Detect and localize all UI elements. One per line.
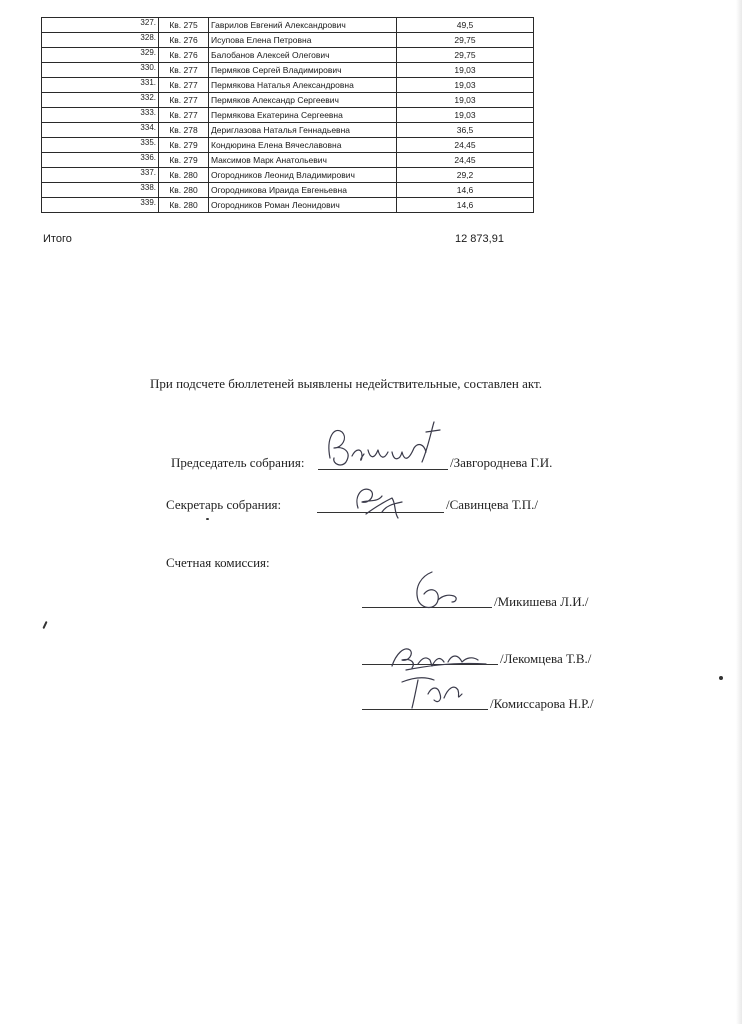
area-value-cell: 49,5 <box>397 18 534 33</box>
apartment-cell: Кв. 275 <box>159 18 209 33</box>
area-value-cell: 19,03 <box>397 108 534 123</box>
chairman-signature <box>322 418 452 473</box>
area-value-cell: 36,5 <box>397 123 534 138</box>
member3-name: /Комиссарова Н.Р./ <box>490 696 594 711</box>
owner-name-cell: Пермякова Екатерина Сергеевна <box>209 108 397 123</box>
owner-name-cell: Огородников Роман Леонидович <box>209 198 397 213</box>
row-number: 332. <box>42 93 159 108</box>
area-value-cell: 29,2 <box>397 168 534 183</box>
total-label: Итого <box>43 233 72 245</box>
secretary-signature <box>352 478 412 523</box>
table-row <box>42 123 534 138</box>
apartment-cell: Кв. 277 <box>159 93 209 108</box>
table-row <box>42 18 534 33</box>
apartment-cell: Кв. 279 <box>159 153 209 168</box>
owner-name-cell: Балобанов Алексей Олегович <box>209 48 397 63</box>
scan-speck <box>719 676 723 680</box>
area-value-cell: 19,03 <box>397 63 534 78</box>
secretary-role: Секретарь собрания: <box>166 497 282 512</box>
apartment-cell: Кв. 278 <box>159 123 209 138</box>
apartment-cell: Кв. 280 <box>159 183 209 198</box>
table-row <box>42 33 534 48</box>
scan-speck <box>42 621 47 629</box>
owners-table <box>41 17 534 213</box>
row-number: 339. <box>42 198 159 213</box>
area-value-cell: 19,03 <box>397 93 534 108</box>
apartment-cell: Кв. 279 <box>159 138 209 153</box>
owner-name-cell: Максимов Марк Анатольевич <box>209 153 397 168</box>
secretary-name: /Савинцева Т.П./ <box>446 497 538 512</box>
apartment-cell: Кв. 276 <box>159 48 209 63</box>
apartment-cell: Кв. 280 <box>159 198 209 213</box>
apartment-cell: Кв. 280 <box>159 168 209 183</box>
member2-name: /Лекомцева Т.В./ <box>500 651 592 666</box>
row-number: 329. <box>42 48 159 63</box>
apartment-cell: Кв. 277 <box>159 78 209 93</box>
area-value-cell: 29,75 <box>397 48 534 63</box>
area-value-cell: 19,03 <box>397 78 534 93</box>
apartment-cell: Кв. 277 <box>159 63 209 78</box>
row-number: 334. <box>42 123 159 138</box>
member1-name: /Микишева Л.И./ <box>494 594 589 609</box>
scan-speck <box>206 518 209 520</box>
row-number: 337. <box>42 168 159 183</box>
row-number: 330. <box>42 63 159 78</box>
apartment-cell: Кв. 276 <box>159 33 209 48</box>
invalid-ballots-note: При подсчете бюллетеней выявлены недействительные, составлен акт. <box>150 376 543 391</box>
table-row <box>42 183 534 198</box>
chairman-role: Председатель собрания: <box>171 455 305 470</box>
owner-name-cell: Кондюрина Елена Вячеславовна <box>209 138 397 153</box>
total-value: 12 873,91 <box>455 233 504 245</box>
owner-name-cell: Огородников Леонид Владимирович <box>209 168 397 183</box>
owner-name-cell: Огородникова Ираида Евгеньевна <box>209 183 397 198</box>
owner-name-cell: Пермяков Александр Сергеевич <box>209 93 397 108</box>
table-row <box>42 78 534 93</box>
row-number: 336. <box>42 153 159 168</box>
table-row <box>42 48 534 63</box>
commission-label: Счетная комиссия: <box>166 555 270 570</box>
row-number: 333. <box>42 108 159 123</box>
table-row <box>42 108 534 123</box>
row-number: 335. <box>42 138 159 153</box>
area-value-cell: 24,45 <box>397 138 534 153</box>
row-number: 338. <box>42 183 159 198</box>
table-row <box>42 153 534 168</box>
owner-name-cell: Пермяков Сергей Владимирович <box>209 63 397 78</box>
row-number: 331. <box>42 78 159 93</box>
table-row <box>42 168 534 183</box>
area-value-cell: 14,6 <box>397 198 534 213</box>
owner-name-cell: Исупова Елена Петровна <box>209 33 397 48</box>
member1-signature <box>402 566 472 616</box>
chairman-name: /Завгороднева Г.И. <box>450 455 553 470</box>
table-row <box>42 138 534 153</box>
owner-name-cell: Пермякова Наталья Александровна <box>209 78 397 93</box>
table-row <box>42 93 534 108</box>
table-row <box>42 63 534 78</box>
apartment-cell: Кв. 277 <box>159 108 209 123</box>
row-number: 327. <box>42 18 159 33</box>
row-number: 328. <box>42 33 159 48</box>
owner-name-cell: Гаврилов Евгений Александрович <box>209 18 397 33</box>
area-value-cell: 14,6 <box>397 183 534 198</box>
member3-signature <box>398 670 478 712</box>
area-value-cell: 29,75 <box>397 33 534 48</box>
area-value-cell: 24,45 <box>397 153 534 168</box>
table-row <box>42 198 534 213</box>
owner-name-cell: Дериглазова Наталья Геннадьевна <box>209 123 397 138</box>
page-edge-shadow <box>736 0 742 1024</box>
